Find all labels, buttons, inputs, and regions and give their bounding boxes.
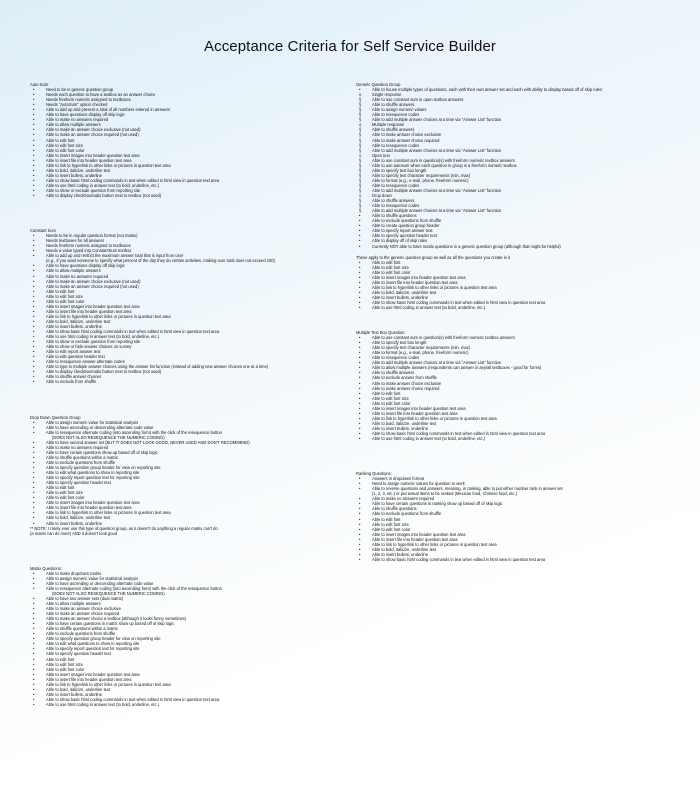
criteria-item: • Able to insert file into header question text area [30, 309, 350, 314]
right-column [356, 82, 674, 562]
criteria-item: § Able to use constant sum in open textbox answers [356, 97, 674, 102]
criteria-item: • Able to link to hyperlink to other links or pictures in question text area [30, 510, 350, 515]
criteria-list [30, 233, 350, 384]
criteria-item: • Able to edit font [30, 138, 350, 143]
criteria-item: • Able to use html coding in answer text (to bold, underline, etc.) [356, 436, 674, 441]
criteria-item: • Able to have certain questions show up based off of skip logic [30, 450, 350, 455]
criteria-item: • Able to exclude questions from shuffle [30, 460, 350, 465]
criteria-item: • Able to show basic html coding commands in text when edited in html view in question text area [30, 329, 350, 334]
criteria-item: • Able to allow multiple answers (respondents can answer in any/all textboxes - good for forms) [356, 365, 674, 370]
criteria-item: • Able to edit font color [30, 667, 350, 672]
criteria-item: § Able to resequence codes [356, 143, 674, 148]
criteria-item: (DOES NOT ALSO RESEQUENCE THE NUMERIC CODING) [52, 434, 165, 440]
criteria-item: • Able to allow multiple answers [30, 601, 350, 606]
criteria-item: • Able to insert file into header question text area [356, 280, 674, 285]
criteria-item: • Able to show basic html coding commands in text when edited in html view in question text area [356, 557, 674, 562]
criteria-item: • Able to show basic html coding commands in text when edited in html view in question text area [30, 697, 350, 702]
criteria-item: • Able to edit font size [30, 294, 350, 299]
criteria-item: • Able to make answer choice required [356, 386, 674, 391]
criteria-item: • Able to make no answers required [30, 274, 350, 279]
criteria-item: • Able to bold, italicize, underline text [356, 290, 674, 295]
criteria-item: • Able to insert images into header question text area [356, 406, 674, 411]
criteria-item: • Able to edit font size [356, 522, 674, 527]
criteria-item: • Able to insert images into header question text area [30, 153, 350, 158]
criteria-item: § Able to shuffle answers [356, 198, 674, 203]
criteria-item: • Able to edit font [356, 391, 674, 396]
criteria-item: • Able to specify question header text [30, 651, 350, 656]
section-heading: Matrix Questions: [30, 565, 62, 571]
criteria-item: • Able to edit font size [356, 396, 674, 401]
criteria-item: • Able to resequence alternate coding (into ascending form) with the click of the resequence button [30, 586, 350, 591]
criteria-item: • Able to insert bullets, underline [30, 692, 350, 697]
criteria-item: • Able to have two answer sets (dual matrix) [30, 596, 350, 601]
criteria-item: • Able to insert file into header question text area [356, 411, 674, 416]
criteria-item: • Able to bold, italicize, underline text [30, 319, 350, 324]
criteria-item: • Able to link to hyperlink to other links or pictures in question text area [356, 542, 674, 547]
criteria-item: • Able to edit font [356, 260, 674, 265]
criteria-item: • Need to assign numeric values for question to work [356, 481, 674, 486]
criteria-item: • Able to make an answer choice required (not used) [30, 132, 350, 137]
criteria-item: • Able to edit font [30, 657, 350, 662]
criteria-item: • Able to use html coding in answer text (to bold, underline, etc.) [30, 183, 350, 188]
criteria-item: • Able to allow multiple answers [30, 268, 350, 273]
criteria-item: • Able to format (e.g., e-mail, phone, freeform numeric) [356, 350, 674, 355]
criteria-item: • Able to shuffle answer choices [30, 374, 350, 379]
criteria-item: • Able to exclude answer from shuffle [356, 375, 674, 380]
criteria-item: • Able to bold, italicize, underline text [30, 687, 350, 692]
criteria-item: • Able to shuffle answers [356, 370, 674, 375]
criteria-item: • Able to exclude questions from shuffle [356, 511, 674, 516]
criteria-item: • Able to insert images into header question text area [356, 532, 674, 537]
criteria-item: • Able to edit font color [356, 527, 674, 532]
criteria-item: • Able to specify report answer text [356, 228, 674, 233]
criteria-item: • Able to edit font size [30, 143, 350, 148]
section-matrix-questions [30, 566, 350, 707]
criteria-item: • Able to link to hyperlink to other links or pictures in question text area [356, 285, 674, 290]
criteria-item: • Able to edit report answer text [30, 349, 350, 354]
criteria-list [356, 335, 674, 441]
criteria-item: • Able to show or exclude question from reporting site [30, 339, 350, 344]
criteria-item: § Able to resequence codes [356, 183, 674, 188]
criteria-item: • Able to edit font color [30, 299, 350, 304]
criteria-list [30, 571, 350, 707]
criteria-item: § Able to resequence codes [356, 203, 674, 208]
criteria-item: • Able to have questions display off skip logic [30, 263, 350, 268]
criteria-item: • Able to have certain questions in matrix show up based off of skip logic [30, 621, 350, 626]
criteria-item: • Able to link to hyperlink to other links or pictures in question text area [30, 314, 350, 319]
criteria-item: • Able to make no answers required [356, 496, 674, 501]
page-title: Acceptance Criteria for Self Service Builder [203, 38, 497, 55]
criteria-item: (DOES NOT ALSO RESEQUENCE THE NUMERIC CODING) [52, 590, 165, 596]
criteria-item: • Able to insert file into header question text area [356, 537, 674, 542]
criteria-item: • Able to create question group header [356, 223, 674, 228]
criteria-item: • Able to specify text character requirements (min, max) [356, 345, 674, 350]
criteria-item: § Able to specify text character requirements (min, max) [356, 173, 674, 178]
section-heading: Drop Down Question Group [30, 414, 81, 420]
criteria-item: • Able to specify report question text for reporting site [30, 646, 350, 651]
criteria-item: • Able to use constant sum in question(s) with freeform numeric textbox answers [356, 335, 674, 340]
criteria-item: • Able to edit font [356, 517, 674, 522]
criteria-item: § Able to format (e.g., e-mail, phone, freeform numeric) [356, 178, 674, 183]
criteria-item: § Able to shuffle answers [356, 127, 674, 132]
criteria-item: • Able to resequence answer alternate codes [30, 359, 350, 364]
section-heading: Generic Question Group [356, 82, 401, 87]
criteria-item: • Able to shuffle questions within a matrix [30, 455, 350, 460]
criteria-list [356, 476, 674, 562]
criteria-item: • Able to link to hyperlink to other links or pictures in question text area [30, 163, 350, 168]
criteria-item: • Needs textboxes for all answers [30, 238, 350, 243]
criteria-item: • Needs "AutoSum" option checked [30, 102, 350, 107]
criteria-item: • Able to assign numeric value for statistical analysis [30, 576, 350, 581]
criteria-item: • Able to insert images into header question text area [356, 275, 674, 280]
section-drop-down-question-group [30, 415, 350, 526]
criteria-item: § Able to make answer choice exclusive [356, 132, 674, 137]
criteria-item: • Able to make an answer choice exclusive (not used) [30, 279, 350, 284]
criteria-item: • Able to exclude questions from shuffle [30, 631, 350, 636]
criteria-item: • Needs each question to have a textbox as an answer choice [30, 92, 350, 97]
criteria-item: • Able to add up and present a total of all numbers entered in answers [30, 107, 350, 112]
criteria-item: • Able to insert file into header question text area [30, 677, 350, 682]
left-column [30, 82, 350, 707]
criteria-item: • Able to add up and restrict the maximum answer total that is input from user [30, 253, 350, 258]
criteria-item: • Able to have ascending or descending alternate code value [30, 425, 350, 430]
criteria-item: • Able to edit question header text [30, 354, 350, 359]
criteria-item: • Able to type in multiple answer choices using the answer list function (instead of adding new answer choices one at a time) [30, 364, 350, 369]
criteria-item: • Able to edit font size [356, 265, 674, 270]
criteria-item: o Single response [356, 92, 674, 97]
criteria-item: • Able to specify question header text [356, 233, 674, 238]
criteria-item: § Able to add multiple answer choices at a time via "Answer List" function [356, 117, 674, 122]
criteria-item: (1, 2, 3, etc.) or put actual items to be ranked (Mexican food, Chinese food, etc.) [372, 491, 517, 497]
criteria-item: • Able to edit font size [30, 490, 350, 495]
criteria-item: • Able to show basic html coding commands in text when edited in html view in question text area [356, 431, 674, 436]
criteria-item: • Able to display checkbox/radio button next to textbox (not used) [30, 369, 350, 374]
criteria-item: • Able to bold, italicize, underline text [356, 421, 674, 426]
criteria-item: • Able to assign numeric value for statistical analysis [30, 420, 350, 425]
criteria-item: • Needs freeform numeric assigned to textboxes [30, 243, 350, 248]
criteria-item: • Able to link to hyperlink to other links or pictures in question text area [356, 416, 674, 421]
criteria-item: • Answers in dropdown format [356, 476, 674, 481]
criteria-item: • Able to use html coding in answer text (to bold, underline, etc.) [356, 305, 674, 310]
criteria-item: • Able to make an answer choice required (not used) [30, 284, 350, 289]
criteria-item: • Able to insert bullets, underline [30, 173, 350, 178]
criteria-item: • Able to edit font color [356, 401, 674, 406]
criteria-item: • Able to have ascending or descending alternate code value [30, 581, 350, 586]
criteria-item: § Able to shuffle answers [356, 102, 674, 107]
criteria-item: o Multiple response [356, 122, 674, 127]
criteria-item: • Needs a value typed into ConstantSum textbox [30, 248, 350, 253]
criteria-item: • Able to show basic html coding commands in text when edited in html view in question text area [356, 300, 674, 305]
criteria-item: • Able to edit what questions to show in reporting site [30, 641, 350, 646]
criteria-item: • Able to display off of skip rules [356, 238, 674, 243]
criteria-item: • Able to specify question group header for view on reporting site [30, 636, 350, 641]
criteria-item: • Able to insert bullets, underline [356, 426, 674, 431]
criteria-item: § Able to resequence codes [356, 112, 674, 117]
criteria-item: • Need to be in generic question group [30, 87, 350, 92]
criteria-item: • Able to make an answer choice a textbox (although it looks funny sometimes) [30, 616, 350, 621]
criteria-item: • Able to insert bullets, underline [356, 295, 674, 300]
criteria-item: • Able to display checkbox/radio button next to textbox (not used) [30, 193, 350, 198]
criteria-item: • Able to specify text box length [356, 340, 674, 345]
criteria-item: • Able to insert images into header question text area [30, 304, 350, 309]
criteria-item: • Able to show or exclude question from reporting site [30, 188, 350, 193]
section-heading: These apply to the generic question group as well as all the questions you create in it [356, 254, 511, 260]
criteria-item: • Able to make an answer choice exclusive [30, 606, 350, 611]
criteria-item: § Able to add multiple answer choices at a time via "Answer List" function [356, 188, 674, 193]
criteria-item: • Able to specify question header text [30, 480, 350, 485]
section-auto-sum [30, 82, 350, 198]
criteria-item: • Able to show basic html coding commands in text when edited in html view in question text area [30, 178, 350, 183]
criteria-item: • Able to insert images into header question text area [30, 672, 350, 677]
section-heading: Multiple Text Box Question: [356, 330, 406, 336]
section-heading: Constant Sum [30, 228, 56, 234]
criteria-item: • Able to specify report question text for reporting site [30, 475, 350, 480]
criteria-item: § Able to use constant sum in question(s) with freeform numeric textbox answers [356, 158, 674, 163]
criteria-item: • Able to use html coding in answer text (to bold, underline, etc.) [30, 702, 350, 707]
criteria-item: • Able to insert bullets, underline [30, 324, 350, 329]
criteria-item: • Able to exclude from shuffle [30, 379, 350, 384]
criteria-list [30, 420, 350, 526]
criteria-item: (e.g., if you want someone to specify what percent of the day they do certain activities, making sure total does not exceed 100) [46, 258, 275, 264]
criteria-item: o Open text [356, 153, 674, 158]
criteria-item: • Able to make answer choice exclusive [356, 381, 674, 386]
criteria-item: • Able to have certain questions in ranking show up based off of skip logic [356, 501, 674, 506]
section-constant-sum [30, 228, 350, 384]
criteria-item: • Able to add multiple answer choices at a time via "Answer List" function [356, 360, 674, 365]
criteria-item: § Able to assign numeric values [356, 107, 674, 112]
section-heading: Auto-Sum [30, 82, 49, 87]
criteria-item: • Able to insert images into header question text area [30, 500, 350, 505]
criteria-item: • Able to shuffle questions within a matrix [30, 626, 350, 631]
criteria-item: • Able to bold, italicize, underline text [30, 515, 350, 520]
criteria-item: • Able to exclude questions from shuffle [356, 218, 674, 223]
criteria-item: • Able to edit font color [356, 270, 674, 275]
criteria-item: • Needs to be in regular question format (not matrix) [30, 233, 350, 238]
criteria-item: • Able to resequence codes [356, 355, 674, 360]
note-line: ** NOTE: I rarely ever use this type of question group, as it doesn't do anything a regular matrix can't do [30, 525, 218, 531]
criteria-item: • Able to have second answer set (BUT IT DOES NOT LOOK GOOD, NEVER USED AND DON'T RECOMMEND) [30, 440, 350, 445]
criteria-item: • Able to edit font [30, 485, 350, 490]
criteria-item: • Able to edit font size [30, 662, 350, 667]
criteria-item: • Able to edit what questions to show in reporting site [30, 470, 350, 475]
criteria-item: • Able to make no answers required [30, 117, 350, 122]
criteria-item: • Able to make dropdown matrix [30, 571, 350, 576]
criteria-item: • Able to link to hyperlink to other links or pictures in question text area [30, 682, 350, 687]
criteria-item: • Able to insert file into header question text area [30, 158, 350, 163]
criteria-item: • Able to make no answers required [30, 445, 350, 450]
criteria-item: • Able to specify question group header for view on reporting site [30, 465, 350, 470]
criteria-item: • Able to edit font color [30, 148, 350, 153]
criteria-item: • Currently NOT able to have matrix questions in a generic question group (although that might be helpful) [356, 244, 674, 249]
criteria-item: • Able to insert file into header question text area [30, 505, 350, 510]
criteria-item: • Able to allow multiple answers [30, 122, 350, 127]
section-these-apply-to-the-generic-question-group-as-well-as-all-the-questions-you-create-in-it [356, 255, 674, 311]
section-heading: Ranking Questions: [356, 471, 392, 477]
criteria-item: • Able to show or hide answer choices on survey [30, 344, 350, 349]
criteria-item: • Able to make an answer choice exclusive (not used) [30, 127, 350, 132]
criteria-list [30, 87, 350, 198]
criteria-item: § Able to add multiple answer choices at a time via "Answer List" function [356, 208, 674, 213]
criteria-item: § Able to make answer choice required [356, 138, 674, 143]
criteria-item: • Able to use html coding in answer text (to bold, underline, etc.) [30, 334, 350, 339]
criteria-item: • Able to house multiple types of questions, each with their own answer set and each with ability to display based off of skip rules [356, 87, 674, 92]
note-line: (a matrix can do more) AND it doesn't look good [30, 530, 118, 536]
criteria-item: • Able to shuffle questions [356, 213, 674, 218]
criteria-item: • Able to edit font [30, 289, 350, 294]
section-ranking-questions [356, 471, 674, 562]
criteria-item: § Able to use autosum when each question in group is a freeform numeric textbox [356, 163, 674, 168]
criteria-item: • Able to make an answer choice required [30, 611, 350, 616]
criteria-item: • Able to insert bullets, underline [30, 521, 350, 526]
criteria-item: • Needs freeform numeric assigned to textboxes [30, 97, 350, 102]
criteria-item: • Able to insert bullets, underline [356, 552, 674, 557]
criteria-item: • Able to edit font color [30, 495, 350, 500]
criteria-item: § Able to add multiple answer choices at a time via "Answer List" function [356, 148, 674, 153]
criteria-list [356, 87, 674, 249]
criteria-item: • Able to shuffle questions [356, 506, 674, 511]
criteria-item: § Able to specify text box length [356, 168, 674, 173]
criteria-item: • Able to bold, italicize, underline text [356, 547, 674, 552]
criteria-item: • Able to resequence alternate coding (into ascending form) with the click of the resequence button [30, 430, 350, 435]
criteria-list [356, 260, 674, 310]
criteria-item: o Drop down [356, 193, 674, 198]
section-multiple-text-box-question [356, 330, 674, 441]
criteria-item: • Able to have questions display off skip logic [30, 112, 350, 117]
criteria-item: • Able to reverse questions and answers, meaning, in ranking, able to put either number rank in answer set [356, 486, 674, 491]
section-generic-question-group [356, 82, 674, 249]
criteria-item: • Able to bold, italicize, underline text [30, 168, 350, 173]
